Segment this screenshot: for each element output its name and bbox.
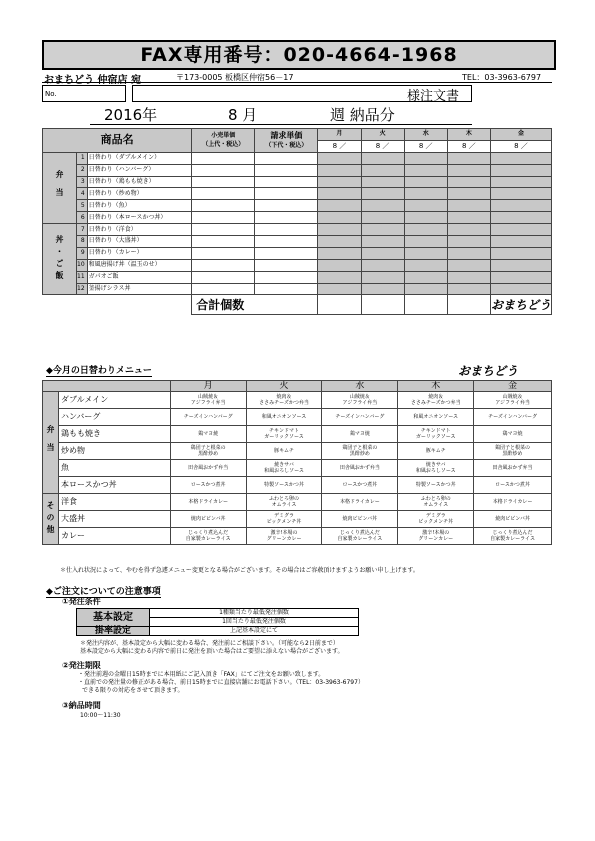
quantity-cell[interactable] [361,247,404,259]
quantity-cell[interactable] [490,212,551,224]
conditions-note-1: ＊発注内容が、基本設定から大幅に変わる場合、発注前にご相談下さい。（可能なら2日前まで） [80,640,339,647]
menu-cell: 本格ドライカレー [322,494,398,511]
quantity-cell[interactable] [318,271,361,283]
item-number: 1 [77,152,88,164]
retail-price-cell[interactable] [192,247,255,259]
order-row [43,259,552,271]
quantity-cell[interactable] [404,224,447,236]
item-number: 7 [77,224,88,236]
quantity-cell[interactable] [490,271,551,283]
order-table [42,128,552,315]
quantity-cell[interactable] [447,164,490,176]
quantity-cell[interactable] [404,152,447,164]
item-number: 4 [77,188,88,200]
menu-cell: 焼きサバ 和風おろしソース [398,460,474,477]
total-cell[interactable] [361,295,404,315]
menu-cell: ロースかつ煮丼 [322,477,398,494]
menu-cell: 山賊焼＆ アジフライ弁当 [322,392,398,409]
menu-cell: 特製ソースかつ丼 [246,477,322,494]
total-cell[interactable] [318,295,361,315]
day-date[interactable]: 8 ／ [318,140,361,152]
order-row [43,164,552,176]
wholesale-price-cell[interactable] [255,176,318,188]
menu-cell: 豚キムチ [398,443,474,460]
quantity-cell[interactable] [404,164,447,176]
delivery-time-value: 10:00～11:30 [80,712,121,719]
sama-order-form-label: 様注文書 [407,89,460,104]
quantity-cell[interactable] [490,176,551,188]
group-label-don: 丼・ご飯 [43,224,77,295]
menu-cell: ロースかつ煮丼 [170,477,246,494]
day-header: 水 [404,129,447,141]
quantity-cell[interactable] [361,212,404,224]
quantity-cell[interactable] [318,188,361,200]
order-row [43,152,552,164]
omachido-logo [458,360,518,379]
quantity-cell[interactable] [318,259,361,271]
omachido-logo [490,295,551,315]
quantity-cell[interactable] [318,247,361,259]
notes-title: ◆ご注文についての注意事項 [46,584,161,598]
retail-price-cell[interactable] [192,224,255,236]
logo-text: おまちどう [490,297,551,312]
menu-cell: ふわとろ卵の オムライス [246,494,322,511]
product-name-header: 商品名 [43,129,192,153]
quantity-cell[interactable] [490,283,551,295]
quantity-cell[interactable] [447,188,490,200]
wholesale-price-cell[interactable] [255,200,318,212]
quantity-cell[interactable] [318,224,361,236]
wholesale-price-cell[interactable] [255,164,318,176]
menu-group-other: その他 [43,494,59,545]
item-name: 日替わり（洋食） [87,224,192,236]
order-conditions-table [76,608,359,636]
menu-cell: デミグラ ビックメンチ丼 [246,511,322,528]
item-number: 12 [77,283,88,295]
menu-item-name: 魚 [58,460,170,477]
rate-setting-value: 上記基本設定にて [150,627,359,636]
item-name: 和風唐揚げ丼（温玉のせ） [87,259,192,271]
menu-cell: 焼肉ビビンバ丼 [170,511,246,528]
quantity-cell[interactable] [404,200,447,212]
monthly-menu-table [42,380,552,545]
item-number: 5 [77,200,88,212]
quantity-cell[interactable] [447,224,490,236]
day-date[interactable]: 8 ／ [490,140,551,152]
menu-item-name: 洋食 [58,494,170,511]
retail-price-cell[interactable] [192,259,255,271]
menu-item-name: 炒め物 [58,443,170,460]
order-number-label: No. [45,90,57,98]
menu-cell: ふわとろ卵の オムライス [398,494,474,511]
menu-cell: じっくり煮込んだ 自家製カレーライス [322,528,398,545]
menu-cell: 鶏団子と根菜の 黒酢炒め [322,443,398,460]
quantity-cell[interactable] [447,176,490,188]
delivery-month: 8 月 [228,106,258,124]
quantity-cell[interactable] [447,200,490,212]
menu-cell: 焼肉＆ ささみチーズかつ弁当 [246,392,322,409]
quantity-cell[interactable] [318,283,361,295]
order-row [43,247,552,259]
min-per-order: 1回当たり最低発注個数 [150,618,359,627]
menu-cell: 焼肉ビビンバ丼 [322,511,398,528]
logo-text: おまちどう [458,364,519,378]
item-name: 日替わり（本ロースかつ丼） [87,212,192,224]
menu-cell: 田舎風おかず弁当 [474,460,552,477]
retail-price-label: 小売単価 [211,132,236,140]
quantity-cell[interactable] [361,271,404,283]
item-number: 11 [77,271,88,283]
menu-day-header: 金 [474,381,552,392]
wholesale-price-cell[interactable] [255,283,318,295]
menu-cell: チキンドマト ガーリックソース [398,426,474,443]
wholesale-price-cell[interactable] [255,224,318,236]
order-number-field[interactable] [42,85,126,102]
menu-cell: チーズインハンバーグ [474,409,552,426]
store-tel: TEL：03-3963-6797 [462,73,542,82]
menu-day-header: 木 [398,381,474,392]
menu-cell: 鶏マヨ焼 [170,426,246,443]
item-name: ガパオご飯 [87,271,192,283]
quantity-cell[interactable] [447,152,490,164]
quantity-cell[interactable] [404,283,447,295]
retail-price-cell[interactable] [192,152,255,164]
basic-setting-label: 基本設定 [77,609,150,627]
quantity-cell[interactable] [490,247,551,259]
item-name: 日替わり（炒め物） [87,188,192,200]
wholesale-price-cell[interactable] [255,236,318,248]
menu-cell: じっくり煮込んだ 自家製カレーライス [474,528,552,545]
store-name: おまちどう 仲宿店 宛 [44,75,141,86]
deadline-line-2: ・直前での発注量の修正がある場合、前日15時までに直接店舗にお電話下さい。（TEL：03-3963-6797） [78,679,364,686]
retail-price-note: （上代・税込） [202,141,245,149]
retail-price-cell[interactable] [192,164,255,176]
group-label-bento: 弁当 [43,152,77,223]
item-number: 3 [77,176,88,188]
quantity-cell[interactable] [404,259,447,271]
quantity-cell[interactable] [447,271,490,283]
menu-day-header: 水 [322,381,398,392]
quantity-cell[interactable] [361,200,404,212]
quantity-cell[interactable] [404,176,447,188]
quantity-cell[interactable] [490,236,551,248]
header-rule [42,82,552,83]
menu-cell: 激辛!本場の グリーンカレー [246,528,322,545]
day-date[interactable]: 8 ／ [447,140,490,152]
menu-cell: じっくり煮込んだ 自家製カレーライス [170,528,246,545]
deadline-line-1: ・発注前週の金曜日15時までに本用紙にご記入頂き「FAX」にてご注文をお願い致します。 [78,671,325,678]
quantity-cell[interactable] [490,200,551,212]
menu-row [43,494,552,511]
quantity-cell[interactable] [361,283,404,295]
retail-price-cell[interactable] [192,176,255,188]
menu-row [43,528,552,545]
quantity-cell[interactable] [490,259,551,271]
rate-setting-label: 掛率設定 [77,627,150,636]
menu-corner [43,381,171,392]
order-row [43,176,552,188]
menu-row [43,511,552,528]
menu-cell: 特製ソースかつ丼 [398,477,474,494]
item-name: 日替わり（鶏もも焼き） [87,176,192,188]
menu-cell: 鶏団子と根菜の 黒酢炒め [474,443,552,460]
quantity-cell[interactable] [404,236,447,248]
quantity-cell[interactable] [490,224,551,236]
retail-price-cell[interactable] [192,200,255,212]
conditions-note-2: 基本設定から大幅に変わる内容で前日に発注を頂いた場合はご要望に添えない場合がございます。 [80,648,344,655]
order-row [43,271,552,283]
day-header: 月 [318,129,361,141]
menu-cell: デミグラ ビックメンチ丼 [398,511,474,528]
quantity-cell[interactable] [447,212,490,224]
quantity-cell[interactable] [318,176,361,188]
delivery-year: 2016年 [104,106,158,124]
menu-cell: 和風オニオンソース [246,409,322,426]
menu-cell: 焼肉ビビンバ丼 [474,511,552,528]
wholesale-price-cell[interactable] [255,259,318,271]
item-number: 10 [77,259,88,271]
menu-row [43,460,552,477]
quantity-cell[interactable] [361,152,404,164]
retail-price-cell[interactable] [192,188,255,200]
store-address: 〒173-0005 板橋区仲宿56－17 [176,73,294,82]
retail-price-header [192,129,255,153]
menu-item-name: ハンバーグ [58,409,170,426]
total-label: 合計個数 [192,295,318,315]
menu-cell: 焼肉＆ ささみチーズかつ弁当 [398,392,474,409]
menu-item-name: 大盛丼 [58,511,170,528]
menu-row [43,409,552,426]
day-header: 火 [361,129,404,141]
menu-cell: 和風オニオンソース [398,409,474,426]
quantity-cell[interactable] [318,212,361,224]
quantity-cell[interactable] [447,236,490,248]
retail-price-cell[interactable] [192,212,255,224]
quantity-cell[interactable] [318,200,361,212]
item-name: 日替わり（ハンバーグ） [87,164,192,176]
retail-price-cell[interactable] [192,283,255,295]
wholesale-price-note: （下代・税込） [265,141,308,149]
quantity-cell[interactable] [361,176,404,188]
quantity-cell[interactable] [447,259,490,271]
order-row [43,236,552,248]
menu-cell: 鶏マヨ焼 [322,426,398,443]
quantity-cell[interactable] [447,283,490,295]
quantity-cell[interactable] [361,259,404,271]
menu-cell: 激辛!本場の グリーンカレー [398,528,474,545]
order-row [43,224,552,236]
item-number: 8 [77,236,88,248]
item-name: 日替わり（大盛丼） [87,236,192,248]
order-row [43,200,552,212]
menu-item-name: 本ロースかつ丼 [58,477,170,494]
day-header: 木 [447,129,490,141]
menu-cell: 本格ドライカレー [170,494,246,511]
quantity-cell[interactable] [490,188,551,200]
quantity-cell[interactable] [447,247,490,259]
menu-cell: チーズインハンバーグ [170,409,246,426]
total-cell[interactable] [447,295,490,315]
menu-row [43,477,552,494]
order-row [43,283,552,295]
item-number: 9 [77,247,88,259]
menu-cell: ロースかつ煮丼 [474,477,552,494]
item-number: 6 [77,212,88,224]
retail-price-cell[interactable] [192,236,255,248]
item-name: 日替わり（カレー） [87,247,192,259]
total-spacer [43,295,192,315]
quantity-cell[interactable] [361,164,404,176]
wholesale-price-header [255,129,318,153]
quantity-cell[interactable] [318,164,361,176]
quantity-cell[interactable] [404,247,447,259]
total-cell[interactable] [404,295,447,315]
wholesale-price-label: 請求単価 [270,130,303,140]
menu-title: ◆今月の日替わりメニュー [46,363,152,377]
day-header: 金 [490,129,551,141]
menu-cell: 田舎風おかず弁当 [322,460,398,477]
order-row [43,212,552,224]
deadline-line-3: できる限りの対応をさせて頂きます。 [82,687,184,694]
quantity-cell[interactable] [490,164,551,176]
wholesale-price-cell[interactable] [255,152,318,164]
quantity-cell[interactable] [361,236,404,248]
menu-cell: 鶏マヨ焼 [474,426,552,443]
quantity-cell[interactable] [404,212,447,224]
menu-change-note: ＊仕入れ状況によって、やむを得ず急遽メニュー変更となる場合がございます。その場合はご容赦頂けますようお願い申し上げます。 [60,567,419,574]
item-name: 日替わり（魚） [87,200,192,212]
quantity-cell[interactable] [318,152,361,164]
item-name: 釜揚げシラス丼 [87,283,192,295]
quantity-cell[interactable] [361,188,404,200]
day-date[interactable]: 8 ／ [404,140,447,152]
menu-cell: 山賊焼＆ アジフライ弁当 [474,392,552,409]
quantity-cell[interactable] [361,224,404,236]
menu-cell: 豚キムチ [246,443,322,460]
quantity-cell[interactable] [404,188,447,200]
wholesale-price-cell[interactable] [255,188,318,200]
item-number: 2 [77,164,88,176]
wholesale-price-cell[interactable] [255,212,318,224]
menu-row [43,426,552,443]
menu-row [43,443,552,460]
quantity-cell[interactable] [404,271,447,283]
min-per-item: 1種類当たり最低発注個数 [150,609,359,618]
menu-cell: 鶏団子と根菜の 黒酢炒め [170,443,246,460]
menu-day-header: 月 [170,381,246,392]
menu-group-bento: 弁当 [43,392,59,494]
date-underline [90,124,472,125]
retail-price-cell[interactable] [192,271,255,283]
delivery-week-label: 週 納品分 [330,106,395,124]
quantity-cell[interactable] [490,152,551,164]
order-deadline-heading: ②発注期限 [62,661,101,670]
quantity-cell[interactable] [318,236,361,248]
menu-item-name: カレー [58,528,170,545]
delivery-time-heading: ③納品時間 [62,701,101,710]
menu-item-name: 鶏もも焼き [58,426,170,443]
menu-cell: 焼きサバ 和風おろしソース [246,460,322,477]
day-date[interactable]: 8 ／ [361,140,404,152]
menu-item-name: ダブルメイン [58,392,170,409]
item-name: 日替わり（ダブルメイン） [87,152,192,164]
menu-cell: 田舎風おかず弁当 [170,460,246,477]
menu-day-header: 火 [246,381,322,392]
fax-number-banner: FAX専用番号：020-4664-1968 [42,40,556,70]
order-conditions-heading: ①発注条件 [62,597,101,606]
menu-cell: チキンドマト ガーリックソース [246,426,322,443]
menu-cell: 山賊焼＆ アジフライ弁当 [170,392,246,409]
menu-cell: チーズインハンバーグ [322,409,398,426]
menu-row [43,392,552,409]
order-row [43,188,552,200]
menu-cell: 本格ドライカレー [474,494,552,511]
wholesale-price-cell[interactable] [255,247,318,259]
wholesale-price-cell[interactable] [255,271,318,283]
